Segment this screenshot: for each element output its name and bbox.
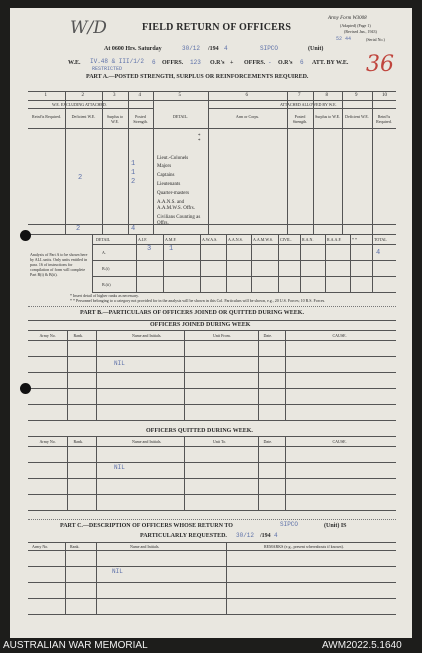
handwritten-mark: W/D bbox=[70, 18, 107, 38]
quitted-header: Rank. bbox=[73, 439, 83, 444]
column-header: Deficient W.E. bbox=[345, 114, 369, 119]
part-c-nil: NIL bbox=[112, 568, 123, 575]
total-deficient: 2 bbox=[76, 225, 81, 233]
plus-sign: + bbox=[230, 60, 234, 66]
joined-nil: NIL bbox=[114, 360, 125, 367]
column-number: 4 bbox=[138, 93, 141, 98]
analysis-column-header: A.A.M.W.S. bbox=[253, 237, 273, 242]
joined-column-divider bbox=[285, 330, 286, 420]
quitted-column-divider bbox=[67, 436, 68, 510]
joined-column-divider bbox=[184, 330, 185, 420]
quitted-column-divider bbox=[184, 436, 185, 510]
analysis-column-divider bbox=[200, 234, 201, 292]
analysis-detail-header: DETAIL bbox=[96, 237, 111, 242]
joined-column-divider bbox=[96, 330, 97, 420]
analysis-column-divider bbox=[300, 234, 301, 292]
part-b-title: PART B.—PARTICULARS OF OFFICERS JOINED OR QUITTED DURING WEEK. bbox=[80, 310, 304, 316]
analysis-column-header: A.A.N.S. bbox=[228, 237, 243, 242]
form-sheet bbox=[10, 8, 412, 638]
amf-value: 1 bbox=[169, 245, 174, 253]
analysis-note: Analysis of Part A to be shown here by ALL units. Only units entitled in para. 16 of instructions for compilation of form will complete Part B(i) & B(ii). bbox=[30, 252, 88, 277]
punch-hole-bottom bbox=[20, 383, 31, 394]
part-c-unit: SIPCO bbox=[280, 521, 299, 528]
part-c-title: PART C.—DESCRIPTION OF OFFICERS WHOSE RETURN TO bbox=[60, 523, 233, 529]
part-c-year-suffix: 4 bbox=[274, 532, 278, 539]
analysis-column-divider bbox=[325, 234, 326, 292]
footer-accession-number: AWM2022.5.1640 bbox=[322, 640, 402, 651]
detail-row: Majors bbox=[157, 164, 172, 169]
detail-row: Captains bbox=[157, 173, 175, 178]
unit-label: (Unit) bbox=[308, 46, 324, 52]
column-header: Surplus to W.E. bbox=[106, 114, 124, 124]
quitted-nil: NIL bbox=[114, 464, 125, 471]
revised-label: (Revised Jan., 1943) bbox=[344, 29, 377, 34]
army-form-number: Army Form W3008 bbox=[328, 16, 367, 21]
analysis-column-header: TOTAL bbox=[374, 237, 387, 242]
quitted-title: OFFICERS QUITTED DURING WEEK. bbox=[146, 428, 253, 434]
ors-label: O.R's bbox=[210, 60, 225, 66]
posted-majors: 1 bbox=[131, 169, 136, 177]
posted-captains: 2 bbox=[131, 178, 136, 186]
quitted-column-divider bbox=[258, 436, 259, 510]
part-c-header: Rank. bbox=[70, 544, 80, 549]
part-c-header: Army No. bbox=[32, 544, 49, 549]
part-a-column-divider bbox=[102, 91, 103, 234]
part-c-column-divider bbox=[226, 542, 227, 614]
part-a-column-divider bbox=[287, 91, 288, 234]
analysis-column-header: * * bbox=[352, 237, 357, 242]
joined-column-divider bbox=[258, 330, 259, 420]
ors-count: 123 bbox=[190, 59, 201, 66]
analysis-column-header: A.W.A.S. bbox=[202, 237, 218, 242]
column-header: Reinf'ts Required. bbox=[376, 114, 392, 124]
detail-row: A.A.N.S. and A.A.M.W.S. Offrs. bbox=[157, 200, 195, 211]
quitted-header: Date. bbox=[263, 439, 273, 444]
column-number: 8 bbox=[325, 93, 328, 98]
year-prefix: /194 bbox=[208, 46, 219, 52]
part-a-column-divider bbox=[313, 91, 314, 234]
column-header: Deficient W.E. bbox=[71, 114, 96, 119]
part-a-column-divider bbox=[208, 91, 209, 234]
part-a-title: PART A.—POSTED STRENGTH, SURPLUS OR REINFORCEMENTS REQUIRED. bbox=[86, 74, 309, 80]
column-header: DETAIL. bbox=[172, 114, 189, 119]
analysis-column-divider bbox=[163, 234, 164, 292]
joined-column-divider bbox=[67, 330, 68, 420]
detail-markers: * * bbox=[198, 134, 201, 144]
joined-header: Unit From. bbox=[213, 333, 231, 338]
analysis-total: 4 bbox=[376, 249, 381, 257]
att-by-we-label: ATT. BY W.E. bbox=[312, 60, 349, 66]
group-we-excluding: W.E. EXCLUDING ATTACHED. bbox=[52, 102, 107, 107]
we-value: IV.48 & III/1/2 bbox=[90, 58, 145, 65]
group-attached-allowed: ATTACHED ALLOWED BY W.E. bbox=[280, 102, 337, 107]
unit-name: SIPCO bbox=[260, 45, 279, 52]
column-number: 7 bbox=[298, 93, 301, 98]
quitted-header: CAUSE. bbox=[332, 439, 347, 444]
part-c-header: REMARKS (e.g., present whereabouts if known). bbox=[264, 544, 344, 549]
part-c-year: /194 bbox=[260, 533, 271, 539]
we-sub: RESTRICTED bbox=[92, 66, 123, 72]
footnote-1: * Insert detail of higher ranks as necessary. bbox=[70, 293, 139, 298]
deficient-value: 2 bbox=[78, 174, 83, 182]
red-handwritten-number: 36 bbox=[366, 52, 394, 77]
column-header: Posted Strength. bbox=[133, 114, 148, 124]
serial-label: (Serial No.) bbox=[366, 37, 385, 42]
att-dash: - bbox=[268, 59, 272, 66]
footer-archive-name: AUSTRALIAN WAR MEMORIAL bbox=[3, 640, 148, 651]
part-a-column-divider bbox=[372, 91, 373, 234]
part-c-column-divider bbox=[96, 542, 97, 614]
column-header: Posted Strength. bbox=[292, 114, 308, 124]
column-number: 6 bbox=[245, 93, 248, 98]
quitted-header: Name and Initials. bbox=[132, 439, 162, 444]
joined-header: Rank. bbox=[73, 333, 83, 338]
quitted-column-divider bbox=[96, 436, 97, 510]
part-a-column-divider bbox=[153, 91, 154, 234]
detail-row: Quarter-masters bbox=[157, 191, 190, 196]
joined-title: OFFICERS JOINED DURING WEEK bbox=[150, 322, 251, 328]
offrs-count: 6 bbox=[152, 59, 156, 66]
column-number: 3 bbox=[113, 93, 116, 98]
part-c-unit-label: (Unit) IS bbox=[324, 523, 347, 529]
column-number: 10 bbox=[382, 93, 387, 98]
return-time-label: At 0600 Hrs. Saturday bbox=[104, 46, 162, 52]
analysis-column-header: A.I.F. bbox=[138, 237, 148, 242]
analysis-row-a: A. bbox=[102, 250, 106, 255]
detail-row: Lieutenants bbox=[157, 182, 181, 187]
part-c-date: 30/12 bbox=[236, 532, 255, 539]
analysis-column-header: R.A.N. bbox=[302, 237, 314, 242]
detail-row: Civilians Counting as Offrs. bbox=[157, 215, 201, 226]
column-header: Arm or Corps. bbox=[235, 114, 260, 119]
analysis-column-divider bbox=[251, 234, 252, 292]
column-number: 2 bbox=[81, 93, 84, 98]
ors-att-label: O.R's bbox=[278, 60, 293, 66]
year-suffix: 4 bbox=[224, 45, 228, 52]
analysis-column-divider bbox=[278, 234, 279, 292]
analysis-row-bi: B.(i) bbox=[102, 266, 110, 271]
analysis-column-divider bbox=[136, 234, 137, 292]
return-date: 30/12 bbox=[182, 45, 201, 52]
analysis-column-header: R.A.A.F. bbox=[327, 237, 342, 242]
detail-row: Lieut.-Colonels bbox=[157, 156, 189, 161]
quitted-header: Unit To. bbox=[213, 439, 227, 444]
we-label: W.E. bbox=[68, 60, 81, 66]
part-a-column-divider bbox=[342, 91, 343, 234]
posted-values bbox=[131, 160, 135, 187]
serial-value: 52 44 bbox=[336, 36, 352, 42]
total-posted: 4 bbox=[131, 225, 136, 233]
posted-lt-col: 1 bbox=[131, 160, 136, 168]
quitted-column-divider bbox=[285, 436, 286, 510]
joined-header: CAUSE. bbox=[332, 333, 347, 338]
column-header: Reinf'ts Required. bbox=[32, 114, 61, 119]
part-a-column-divider bbox=[65, 91, 66, 234]
punch-hole-top bbox=[20, 230, 31, 241]
analysis-column-divider bbox=[372, 234, 373, 292]
part-c-header: Name and Initials. bbox=[130, 544, 160, 549]
joined-header: Date. bbox=[263, 333, 273, 338]
analysis-column-divider bbox=[350, 234, 351, 292]
ors-att-count: 6 bbox=[300, 59, 304, 66]
joined-header: Name and Initials. bbox=[132, 333, 162, 338]
offrs-label: OFFRS. bbox=[162, 60, 184, 66]
part-a-column-divider bbox=[128, 91, 129, 234]
quitted-header: Army No. bbox=[39, 439, 56, 444]
footnote-2: * * Personnel belonging to a category not provided for in the analysis will be shown in this Col. Particulars will be shown, e.g., 20 U.S. Forces; 10 R.S. Forces. bbox=[70, 298, 326, 303]
analysis-row-bii: B.(ii) bbox=[102, 282, 111, 287]
adapted-label: (Adapted) (Page 1) bbox=[340, 23, 371, 28]
analysis-column-header: A.M.F. bbox=[165, 237, 177, 242]
analysis-column-header: CIVIL. bbox=[280, 237, 292, 242]
analysis-column-divider bbox=[226, 234, 227, 292]
part-c-requested: PARTICULARLY REQUESTED. bbox=[140, 533, 227, 539]
form-title: FIELD RETURN OF OFFICERS bbox=[142, 22, 292, 33]
offrs-att-label: OFFRS. bbox=[244, 60, 266, 66]
joined-header: Army No. bbox=[39, 333, 56, 338]
column-number: 1 bbox=[44, 93, 47, 98]
part-c-column-divider bbox=[65, 542, 66, 614]
column-number: 5 bbox=[178, 93, 181, 98]
column-header: Surplus to W.E. bbox=[314, 114, 341, 119]
aif-value: 3 bbox=[147, 245, 152, 253]
column-number: 9 bbox=[355, 93, 358, 98]
